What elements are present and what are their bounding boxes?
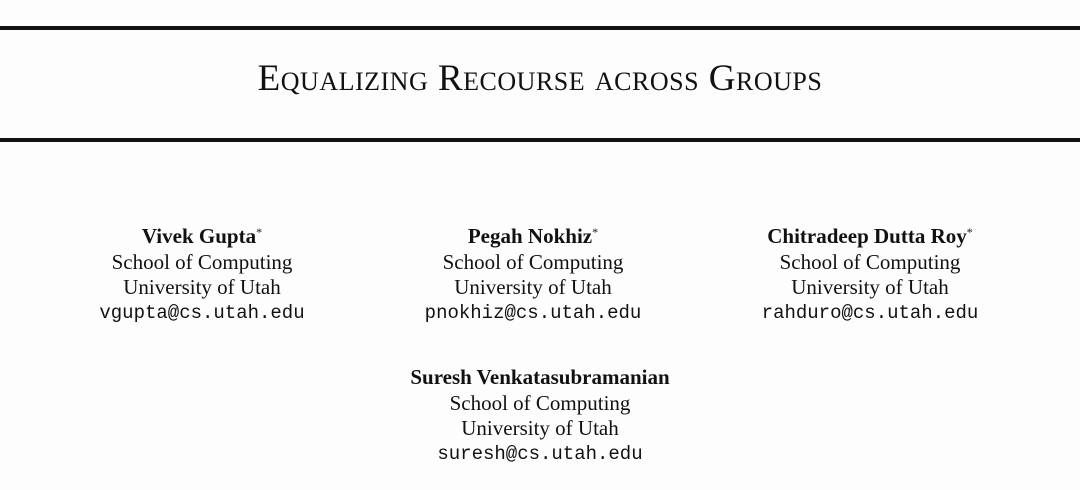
author-email: vgupta@cs.utah.edu — [99, 301, 305, 324]
author-block — [368, 224, 698, 326]
author-email: suresh@cs.utah.edu — [437, 442, 643, 465]
author-department: School of Computing — [111, 249, 293, 274]
author-block — [37, 224, 367, 326]
author-name: Chitradeep Dutta Roy* — [767, 224, 973, 248]
author-institution: University of Utah — [461, 416, 619, 440]
author-name: Pegah Nokhiz* — [467, 224, 599, 248]
author-institution: University of Utah — [123, 275, 281, 299]
paper-title: Equalizing Recourse across Groups — [257, 58, 823, 99]
author-email: rahduro@cs.utah.edu — [761, 301, 979, 324]
author-institution: University of Utah — [791, 275, 949, 299]
author-footnote-mark: * — [256, 225, 263, 239]
author-institution: University of Utah — [454, 275, 612, 299]
author-block — [705, 224, 1035, 326]
author-block — [375, 365, 705, 467]
author-name: Suresh Venkatasubramanian — [410, 365, 670, 389]
author-department: School of Computing — [779, 249, 961, 274]
author-email: pnokhiz@cs.utah.edu — [424, 301, 642, 324]
title-rule-top — [0, 26, 1080, 30]
author-department: School of Computing — [442, 249, 624, 274]
author-footnote-mark: * — [592, 225, 599, 239]
author-name: Vivek Gupta* — [141, 224, 263, 248]
title-rule-bottom — [0, 138, 1080, 142]
author-department: School of Computing — [449, 390, 631, 415]
author-footnote-mark: * — [966, 225, 973, 239]
